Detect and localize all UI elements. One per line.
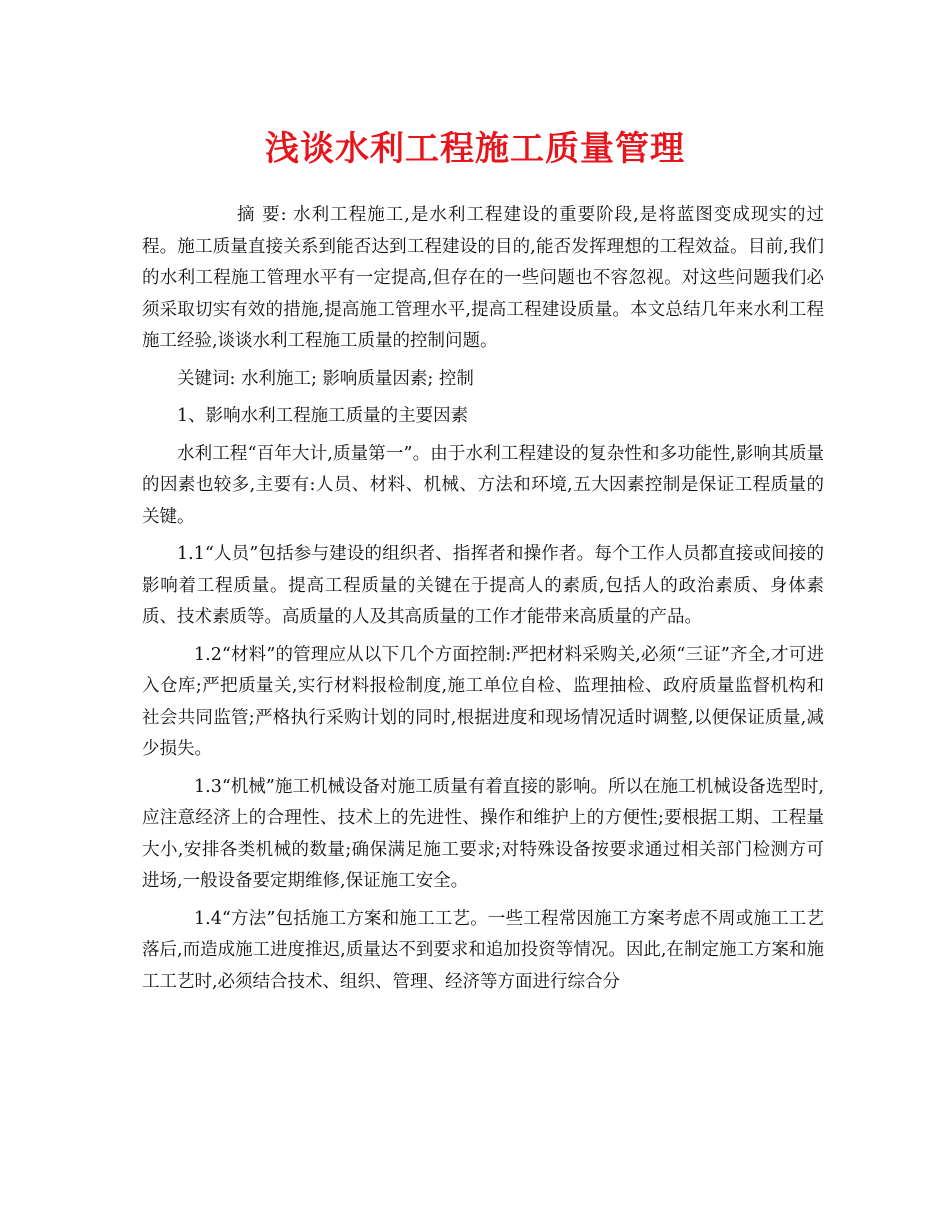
- paragraph-1-3-machinery: 1.3“机械”施工机械设备对施工质量有着直接的影响。所以在施工机械设备选型时,应注意经济上的合理性、技术上的先进性、操作和维护上的方便性;要根据工期、工程量大小,安排各类机械的数量;确保满足施工要求;对特殊设备按要求通过相关部门检测方可进场,一般设备要定期维修,保证施工安全。: [142, 776, 824, 891]
- document-body: [142, 200, 824, 1004]
- paragraph-1-2-materials: 1.2“材料”的管理应从以下几个方面控制:严把材料采购关,必须“三证”齐全,才可进入仓库;严把质量关,实行材料报检制度,施工单位自检、监理抽检、政府质量监督机构和社会共同监管;严格执行采购计划的同时,根据进度和现场情况适时调整,以便保证质量,减少损失。: [142, 644, 824, 759]
- paragraph-1-1-personnel: 1.1“人员”包括参与建设的组织者、指挥者和操作者。每个工作人员都直接或间接的影响着工程质量。提高工程质量的关键在于提高人的素质,包括人的政治素质、身体素质、技术素质等。高质量的人及其高质量的工作才能带来高质量的产品。: [142, 544, 824, 627]
- paragraph-intro: 水利工程“百年大计,质量第一”。由于水利工程建设的复杂性和多功能性,影响其质量的因素也较多,主要有:人员、材料、机械、方法和环境,五大因素控制是保证工程质量的关键。: [142, 443, 824, 527]
- document-title: 浅谈水利工程施工质量管理: [265, 129, 685, 169]
- paragraph-1-4-methods: 1.4“方法”包括施工方案和施工工艺。一些工程常因施工方案考虑不周或施工工艺落后,而造成施工进度推迟,质量达不到要求和追加投资等情况。因此,在制定施工方案和施工工艺时,必须结合技术、组织、管理、经济等方面进行综合分: [142, 908, 824, 992]
- abstract-paragraph: 摘 要: 水利工程施工,是水利工程建设的重要阶段,是将蓝图变成现实的过程。施工质量直接关系到能否达到工程建设的目的,能否发挥理想的工程效益。目前,我们的水利工程施工管理水平有一定提高,但存在的一些问题也不容忽视。对这些问题我们必须采取切实有效的措施,提高施工管理水平,提高工程建设质量。本文总结几年来水利工程施工经验,谈谈水利工程施工质量的控制问题。: [142, 205, 824, 351]
- keywords-line: 关键词: 水利施工; 影响质量因素; 控制: [177, 368, 474, 389]
- section-heading-1: 1、影响水利工程施工质量的主要因素: [177, 406, 469, 426]
